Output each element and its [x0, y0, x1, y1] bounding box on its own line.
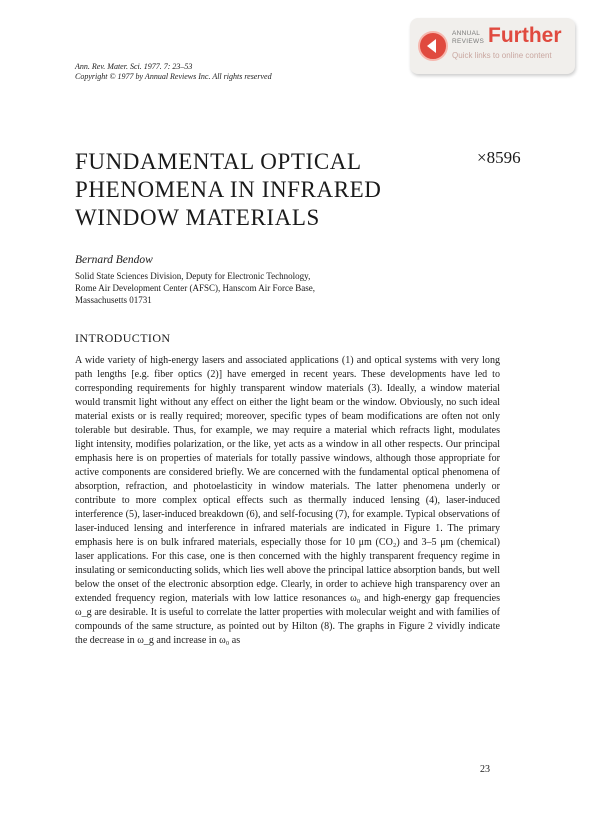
journal-citation: Ann. Rev. Mater. Sci. 1977. 7: 23–53 [75, 62, 193, 71]
reference-code: ×8596 [477, 148, 521, 167]
badge-annual-reviews: ANNUAL REVIEWS [452, 30, 485, 45]
journal-copyright: Copyright © 1977 by Annual Reviews Inc. All rights reserved [75, 72, 272, 81]
further-links-badge[interactable] [410, 18, 575, 74]
arrow-left-icon [418, 31, 448, 61]
author-affiliation: Solid State Sciences Division, Deputy for Electronic Technology, Rome Air Development Center (AFSC), Hanscom Air Force Base, Massachusetts 01731 [75, 271, 315, 305]
journal-header [75, 62, 272, 82]
body-paragraph: A wide variety of high-energy lasers and associated applications (1) and optical systems with very long path lengths [e.g. fiber optics (2)] have emerged in recent years. These developments have led to corresponding requirements for highly transparent window materials (3). Ideally, a window material would transmit light without any effect on either the light beam or the window. Obviously, no such ideal material exists or is really required; moreover, specific types of beam modifications are often not only tolerable but desirable. Thus, for example, we may require a material which refracts light, modulates light intensity, modifies polarization, or the like, yet acts as a window in all other respects. Our principal emphasis here is on properties of materials for totally passive windows, although those appropriate for active components are considered briefly. We are concerned with the fundamental optical phenomena of absorption, refraction, and photoelasticity in window materials. The latter phenomena underly or contribute to more complex optical effects such as thermally induced lensing (4), laser-induced interference (5), laser-induced breakdown (6), and self-focusing (7), for example. Typical observations of laser-induced lensing and interference in infrared materials are indicated in Figure 1. The primary emphasis here is on bulk infrared materials, especially those for 10 μm (CO₂) and 3–5 μm (chemical) laser applications. For this case, one is then concerned with the highly transparent frequency regime in insulating or semiconducting solids, which lies well above the principal lattice absorption bands, but well below the onset of the electronic absorption edge. Clearly, in order to achieve high transparency over an extended frequency region, materials with low lattice resonances ω₀ and high-energy gap frequencies ω_g are desirable. It is useful to correlate the latter properties with molecular weight and with families of compounds of the same structure, as pointed out by Hilton (8). The graphs in Figure 2 vividly indicate the decrease in ω_g and increase in ω₀ as [75, 355, 500, 646]
section-heading: INTRODUCTION [75, 331, 171, 345]
page-number: 23 [480, 764, 490, 775]
badge-subtitle: Quick links to online content [452, 51, 552, 60]
author-name: Bernard Bendow [75, 254, 153, 266]
article-title: FUNDAMENTAL OPTICAL PHENOMENA IN INFRARED WINDOW MATERIALS [75, 149, 382, 230]
badge-further-label: Further [488, 24, 562, 47]
